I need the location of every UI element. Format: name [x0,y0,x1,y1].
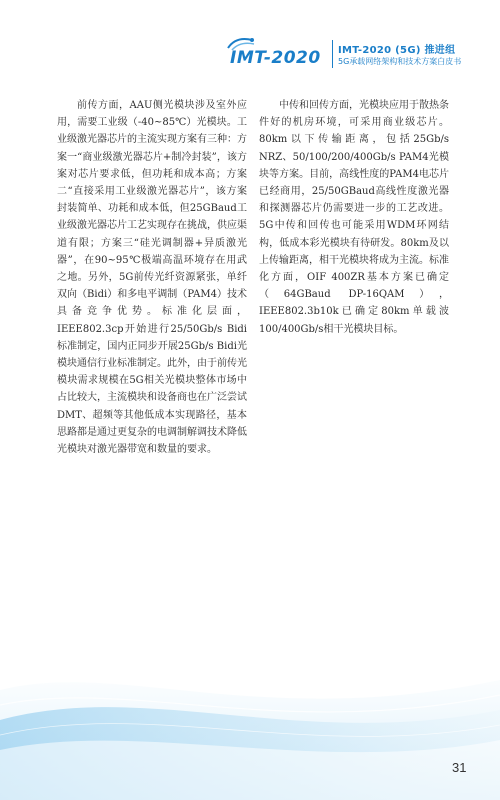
header-divider [332,40,333,68]
footer-wave-decoration [0,600,500,800]
midhaul-backhaul-paragraph: 中传和回传方面，光模块应用于散热条件好的机房环境，可采用商业级芯片。80km以下传输距离，包括25Gb/s NRZ、50/100/200/400Gb/s PAM4光模块等方案。目前，高线性度的PAM4电芯片已经商用，25/50GBaud高线性度激光器和探测器芯片仍需要进一步的工艺改进。5G中传和回传也可能采用WDM环网结构，低成本彩光模块有待研发。80km及以上传输距离，相干光模块将成为主流。标准化方面，OIF 400ZR基本方案已确定（64GBaud DP-16QAM），IEEE802.3b10k已确定80km单载波100/400Gb/s相干光模块目标。 [259,100,449,335]
fronthaul-paragraph: 前传方面，AAU侧光模块涉及室外应用，需要工业级（-40~85℃）光模块。工业级激光器芯片的主流实现方案有三种：方案一“商业级激光器芯片+制冷封装”，该方案对芯片要求低，但功耗和成本高；方案二“直接采用工业级激光器芯片”，该方案封装简单、功耗和成本低，但25GBaud工业级激光器芯片工艺实现存在挑战，供应渠道有限；方案三“硅光调制器+异质激光器”，在90~95℃极端高温环境存在用武之地。另外，5G前传光纤资源紧张，单纤双向（Bidi）和多电平调制（PAM4）技术具备竞争优势。标准化层面，IEEE802.3cp开始进行25/50Gb/s Bidi标准制定，国内正同步开展25Gb/s Bidi光模块通信行业标准制定。此外，由于前传光模块需求规模在5G相关光模块整体市场中占比较大，主流模块和设备商也在广泛尝试DMT、超频等其他低成本实现路径，基本思路都是通过更复杂的电调制解调技术降低光模块对激光器带宽和数量的要求。 [57,100,247,456]
left-column [57,97,247,458]
right-column [259,97,449,338]
page-number: 31 [452,760,467,775]
imt2020-logo [222,34,332,70]
page-header [0,0,500,80]
header-title: IMT-2020 (5G) 推进组 [338,45,456,56]
logo-text: IMT-2020 [230,48,321,68]
header-subtitle: 5G承载网络架构和技术方案白皮书 [338,57,462,66]
